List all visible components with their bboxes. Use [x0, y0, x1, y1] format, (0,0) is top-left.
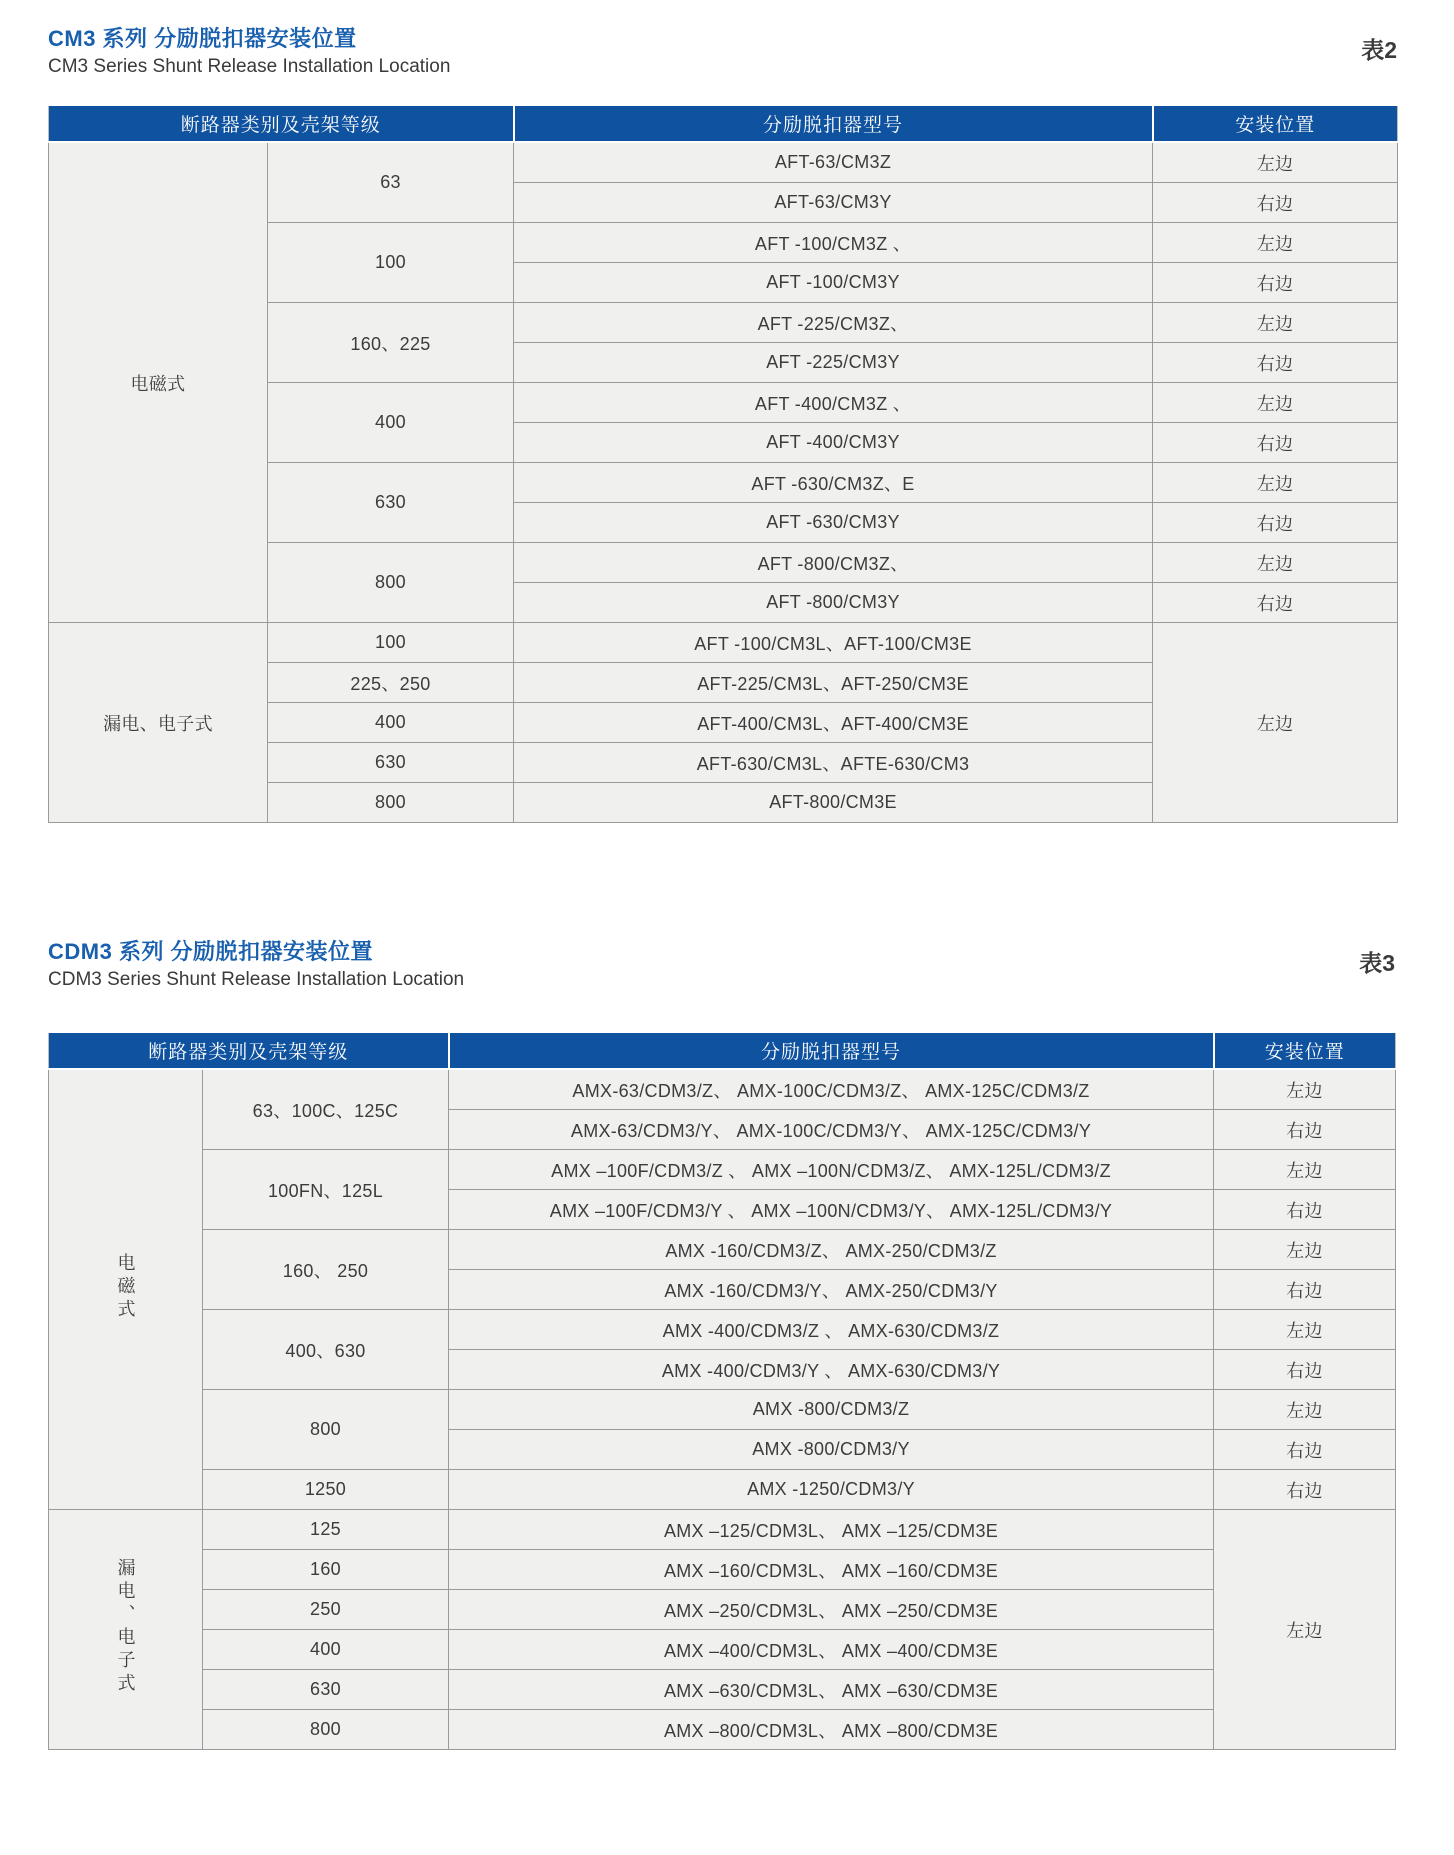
- model-cell: AFT-63/CM3Y: [514, 183, 1153, 223]
- frame-size-cell: 225、250: [268, 663, 514, 703]
- model-cell: AFT -225/CM3Y: [514, 343, 1153, 383]
- position-cell: 右边: [1153, 503, 1398, 543]
- category-cell: [49, 1510, 203, 1750]
- model-cell: AFT -100/CM3L、AFT-100/CM3E: [514, 623, 1153, 663]
- position-cell: 左边: [1214, 1510, 1396, 1750]
- model-cell: AFT-63/CM3Z: [514, 142, 1153, 183]
- header-category: 断路器类别及壳架等级: [49, 106, 514, 142]
- header-position: 安装位置: [1153, 106, 1398, 142]
- frame-size-cell: 400、630: [203, 1310, 449, 1390]
- cdm3-title-zh: CDM3 系列 分励脱扣器安装位置: [48, 939, 374, 964]
- position-cell: 左边: [1214, 1390, 1396, 1430]
- cm3-title-zh: CM3 系列 分励脱扣器安装位置: [48, 26, 357, 51]
- model-cell: AFT -800/CM3Y: [514, 583, 1153, 623]
- table-header-row: [49, 1033, 1396, 1069]
- frame-size-cell: 630: [268, 463, 514, 543]
- position-cell: 左边: [1153, 543, 1398, 583]
- model-cell: AFT-800/CM3E: [514, 783, 1153, 823]
- position-cell: 右边: [1153, 263, 1398, 303]
- category-cell: [49, 1069, 203, 1510]
- table-row: [49, 1470, 1396, 1510]
- frame-size-cell: 1250: [203, 1470, 449, 1510]
- frame-size-cell: 400: [268, 703, 514, 743]
- position-cell: 左边: [1153, 463, 1398, 503]
- table-row: [49, 1710, 1396, 1750]
- model-cell: AMX –630/CDM3L、 AMX –630/CDM3E: [449, 1670, 1214, 1710]
- cm3-section: [48, 26, 1406, 823]
- frame-size-cell: 630: [203, 1670, 449, 1710]
- cdm3-titles: [48, 939, 464, 991]
- table-row: [49, 1150, 1396, 1190]
- frame-size-cell: 160: [203, 1550, 449, 1590]
- frame-size-cell: 630: [268, 743, 514, 783]
- position-cell: 右边: [1153, 423, 1398, 463]
- cdm3-section: [48, 939, 1406, 1750]
- model-cell: AMX –250/CDM3L、 AMX –250/CDM3E: [449, 1590, 1214, 1630]
- frame-size-cell: 100FN、125L: [203, 1150, 449, 1230]
- position-cell: 右边: [1214, 1190, 1396, 1230]
- position-cell: 右边: [1214, 1110, 1396, 1150]
- position-cell: 左边: [1153, 303, 1398, 343]
- table-row: [49, 1510, 1396, 1550]
- model-cell: AMX -800/CDM3/Y: [449, 1430, 1214, 1470]
- header-model: 分励脱扣器型号: [514, 106, 1153, 142]
- cdm3-table-label: 表3: [1359, 949, 1395, 976]
- frame-size-cell: 800: [203, 1390, 449, 1470]
- table-row: [49, 1069, 1396, 1110]
- position-cell: 左边: [1214, 1150, 1396, 1190]
- frame-size-cell: 400: [268, 383, 514, 463]
- model-cell: AFT-400/CM3L、AFT-400/CM3E: [514, 703, 1153, 743]
- cm3-table-label: 表2: [1361, 36, 1397, 63]
- model-cell: AMX -400/CDM3/Z 、 AMX-630/CDM3/Z: [449, 1310, 1214, 1350]
- position-cell: 右边: [1214, 1470, 1396, 1510]
- table-row: [49, 1230, 1396, 1270]
- position-cell: 右边: [1153, 583, 1398, 623]
- model-cell: AMX-63/CDM3/Y、 AMX-100C/CDM3/Y、 AMX-125C/CDM3/Y: [449, 1110, 1214, 1150]
- table-row: [49, 1630, 1396, 1670]
- model-cell: AFT -630/CM3Z、E: [514, 463, 1153, 503]
- frame-size-cell: 160、 250: [203, 1230, 449, 1310]
- model-cell: AMX –100F/CDM3/Z 、 AMX –100N/CDM3/Z、 AMX-125L/CDM3/Z: [449, 1150, 1214, 1190]
- model-cell: AMX -1250/CDM3/Y: [449, 1470, 1214, 1510]
- position-cell: 左边: [1153, 383, 1398, 423]
- frame-size-cell: 100: [268, 623, 514, 663]
- position-cell: 左边: [1153, 142, 1398, 183]
- frame-size-cell: 125: [203, 1510, 449, 1550]
- position-cell: 左边: [1153, 623, 1398, 823]
- cm3-title-en: CM3 Series Shunt Release Installation Location: [48, 56, 451, 77]
- model-cell: AMX -800/CDM3/Z: [449, 1390, 1214, 1430]
- cm3-section-header: [48, 26, 1397, 78]
- cdm3-title-en: CDM3 Series Shunt Release Installation Location: [48, 969, 465, 990]
- category-cell: 漏电、电子式: [49, 623, 268, 823]
- catalog-page: [48, 26, 1406, 1750]
- cm3-installation-table: [48, 106, 1398, 823]
- model-cell: AMX –125/CDM3L、 AMX –125/CDM3E: [449, 1510, 1214, 1550]
- frame-size-cell: 160、225: [268, 303, 514, 383]
- position-cell: 右边: [1214, 1430, 1396, 1470]
- position-cell: 右边: [1153, 183, 1398, 223]
- table-row: [49, 1590, 1396, 1630]
- position-cell: 右边: [1153, 343, 1398, 383]
- table-row: [49, 1670, 1396, 1710]
- table-row: [49, 142, 1398, 183]
- frame-size-cell: 800: [268, 543, 514, 623]
- header-model: 分励脱扣器型号: [449, 1033, 1214, 1069]
- frame-size-cell: 63: [268, 142, 514, 223]
- cdm3-installation-table: [48, 1033, 1396, 1750]
- position-cell: 左边: [1214, 1310, 1396, 1350]
- position-cell: 右边: [1214, 1270, 1396, 1310]
- model-cell: AMX -400/CDM3/Y 、 AMX-630/CDM3/Y: [449, 1350, 1214, 1390]
- frame-size-cell: 100: [268, 223, 514, 303]
- model-cell: AFT-630/CM3L、AFTE-630/CM3: [514, 743, 1153, 783]
- model-cell: AFT -225/CM3Z、: [514, 303, 1153, 343]
- model-cell: AFT -800/CM3Z、: [514, 543, 1153, 583]
- category-cell: 电磁式: [49, 142, 268, 623]
- header-position: 安装位置: [1214, 1033, 1396, 1069]
- model-cell: AFT -630/CM3Y: [514, 503, 1153, 543]
- table-row: [49, 1310, 1396, 1350]
- position-cell: 右边: [1214, 1350, 1396, 1390]
- header-category: 断路器类别及壳架等级: [49, 1033, 449, 1069]
- frame-size-cell: 63、100C、125C: [203, 1069, 449, 1150]
- frame-size-cell: 800: [268, 783, 514, 823]
- category-cell-text: 漏电、电子式: [115, 1558, 136, 1696]
- frame-size-cell: 800: [203, 1710, 449, 1750]
- model-cell: AMX –800/CDM3L、 AMX –800/CDM3E: [449, 1710, 1214, 1750]
- cm3-titles: [48, 26, 450, 78]
- model-cell: AMX -160/CDM3/Z、 AMX-250/CDM3/Z: [449, 1230, 1214, 1270]
- model-cell: AFT -100/CM3Z 、: [514, 223, 1153, 263]
- model-cell: AFT-225/CM3L、AFT-250/CM3E: [514, 663, 1153, 703]
- table-row: [49, 1390, 1396, 1430]
- frame-size-cell: 250: [203, 1590, 449, 1630]
- cdm3-section-header: [48, 939, 1395, 991]
- frame-size-cell: 400: [203, 1630, 449, 1670]
- position-cell: 左边: [1214, 1069, 1396, 1110]
- model-cell: AMX –160/CDM3L、 AMX –160/CDM3E: [449, 1550, 1214, 1590]
- category-cell-text: 电磁式: [115, 1252, 136, 1322]
- model-cell: AFT -400/CM3Y: [514, 423, 1153, 463]
- model-cell: AMX -160/CDM3/Y、 AMX-250/CDM3/Y: [449, 1270, 1214, 1310]
- table-header-row: [49, 106, 1398, 142]
- position-cell: 左边: [1214, 1230, 1396, 1270]
- model-cell: AFT -400/CM3Z 、: [514, 383, 1153, 423]
- model-cell: AMX –400/CDM3L、 AMX –400/CDM3E: [449, 1630, 1214, 1670]
- model-cell: AFT -100/CM3Y: [514, 263, 1153, 303]
- position-cell: 左边: [1153, 223, 1398, 263]
- model-cell: AMX –100F/CDM3/Y 、 AMX –100N/CDM3/Y、 AMX-125L/CDM3/Y: [449, 1190, 1214, 1230]
- table-row: [49, 623, 1398, 663]
- table-row: [49, 1550, 1396, 1590]
- model-cell: AMX-63/CDM3/Z、 AMX-100C/CDM3/Z、 AMX-125C/CDM3/Z: [449, 1069, 1214, 1110]
